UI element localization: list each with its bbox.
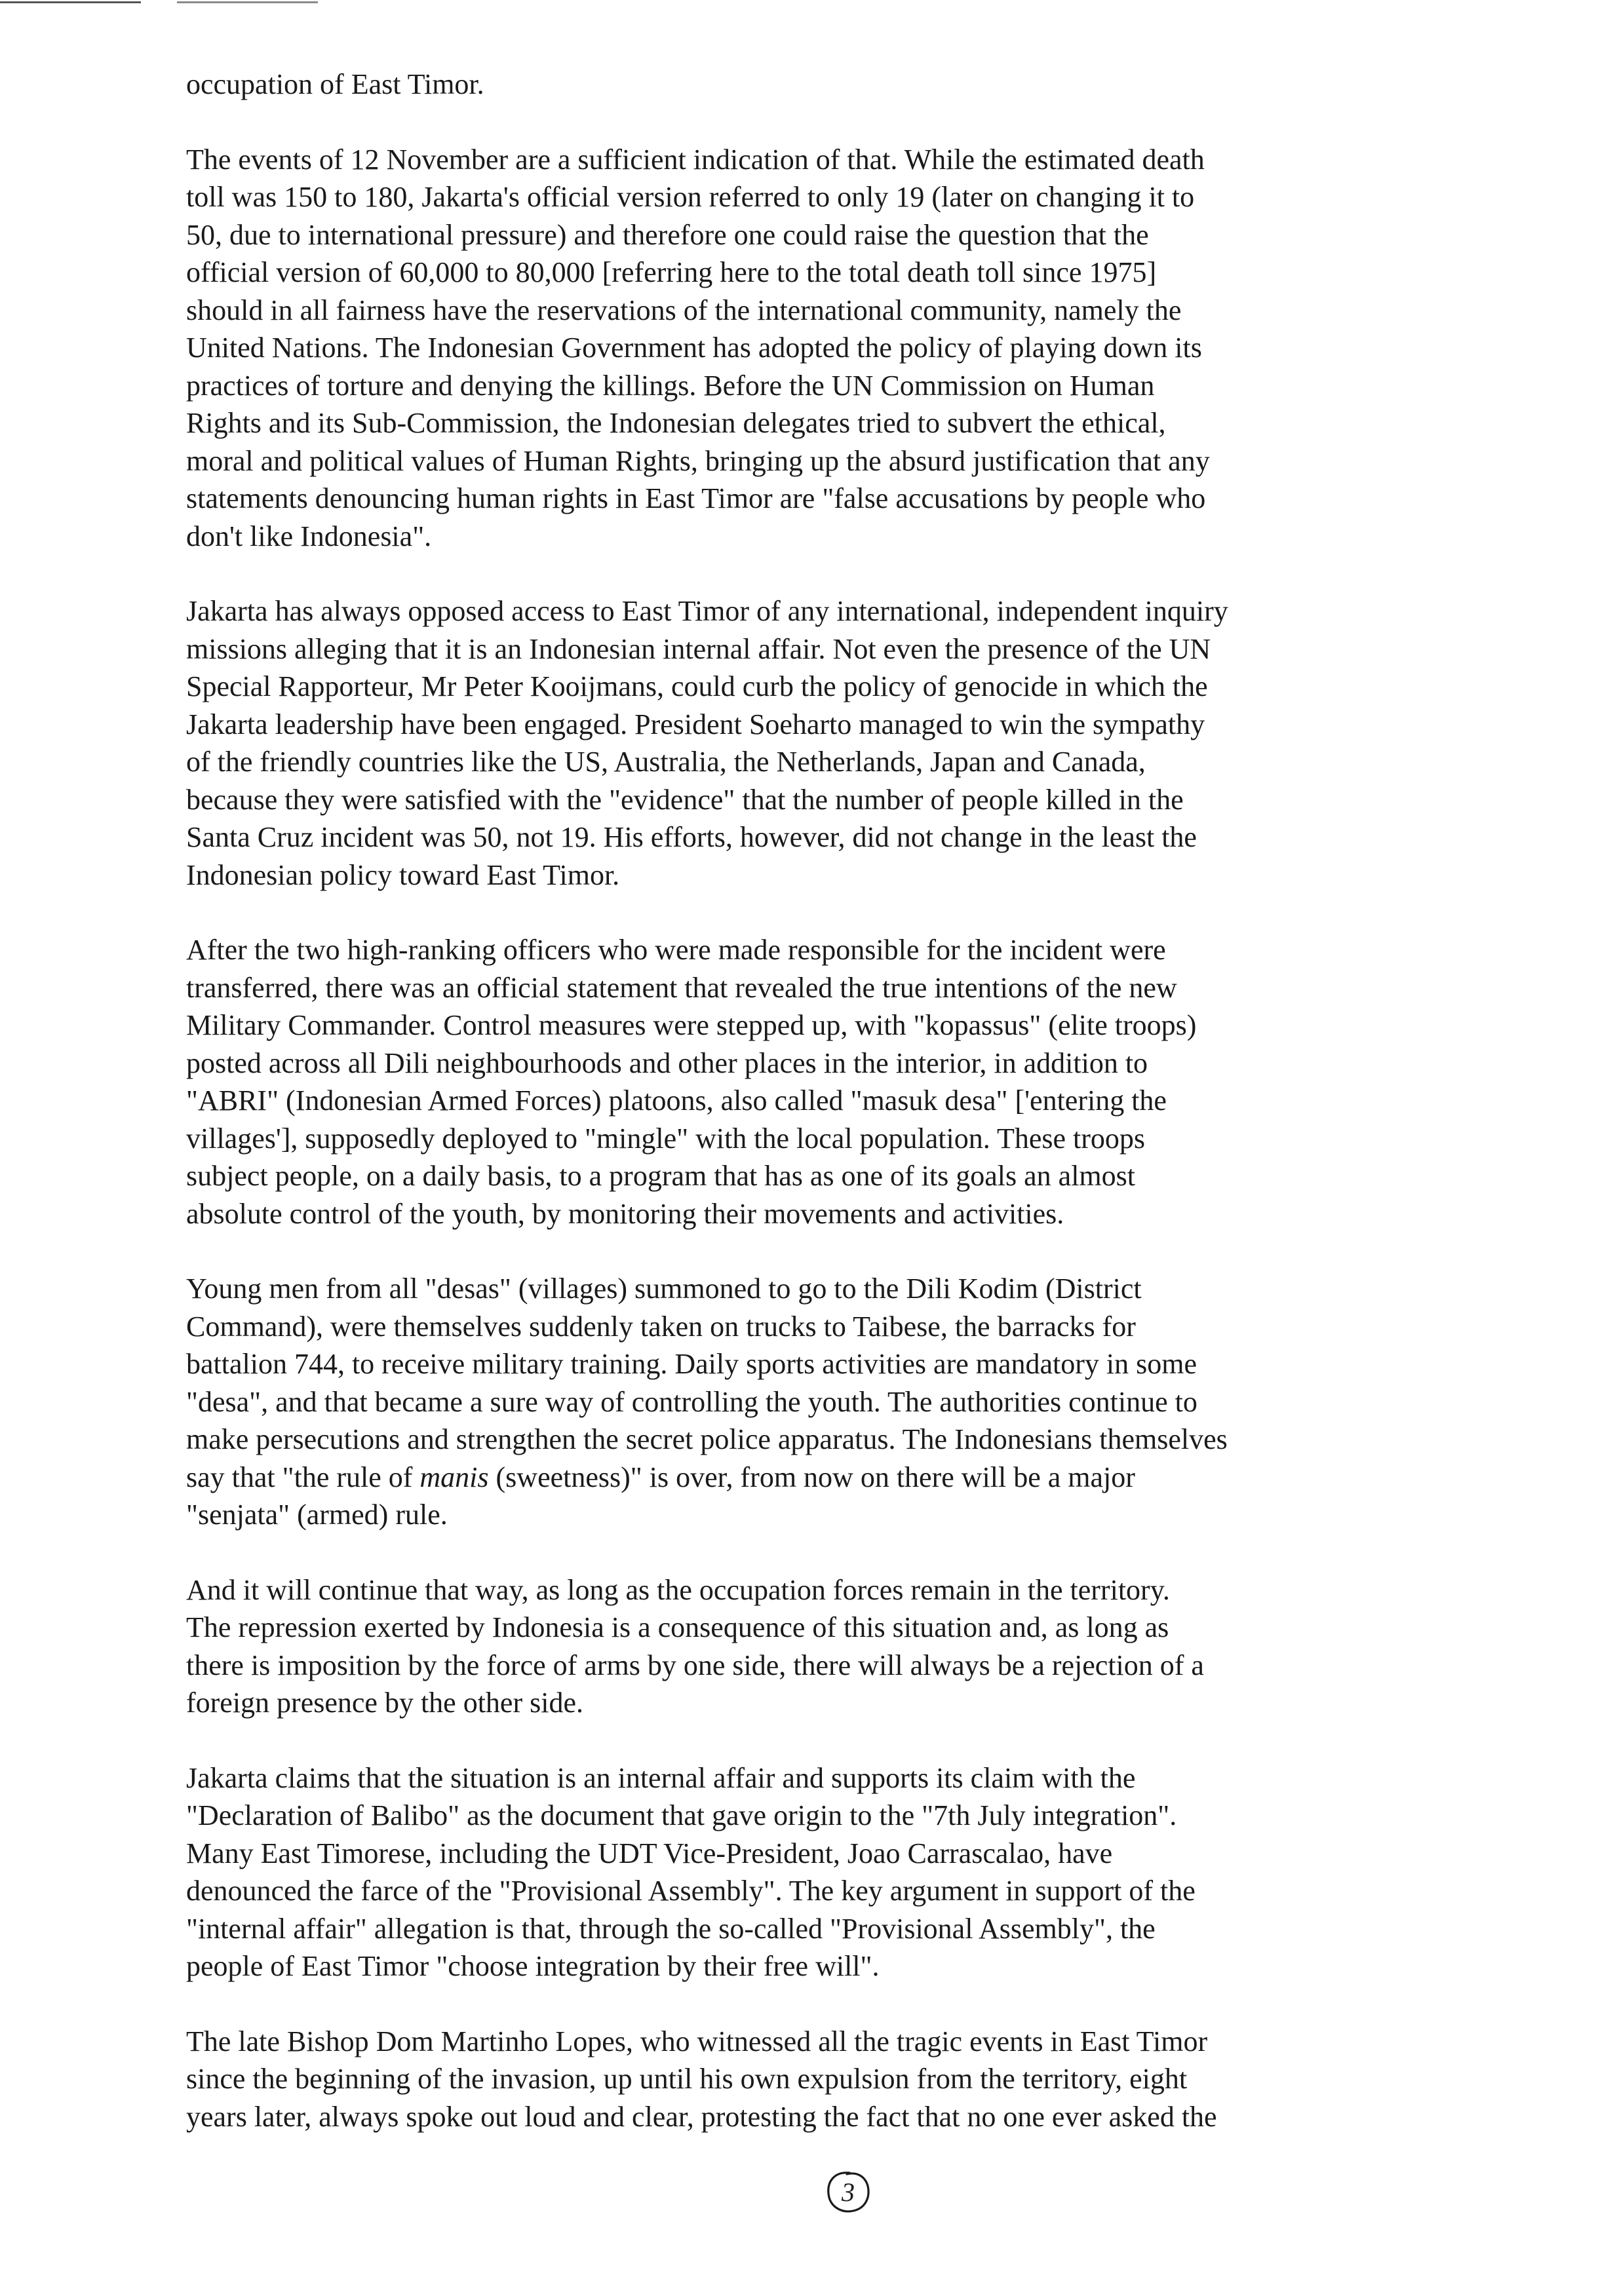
paragraph-5 — [186, 1270, 1471, 1534]
text-line: villages'], supposedly deployed to "mingle" with the local population. These troops — [186, 1122, 1146, 1155]
text-line: official version of 60,000 to 80,000 [referring here to the total death toll since 1975] — [186, 256, 1157, 288]
text-segment: (sweetness)" is over, from now on there will be a major — [488, 1461, 1135, 1493]
italic-word: manis — [419, 1461, 489, 1493]
text-line: After the two high-ranking officers who were made responsible for the incident were — [186, 934, 1166, 966]
text-line: "senjata" (armed) rule. — [186, 1499, 448, 1531]
text-line: 50, due to international pressure) and therefore one could raise the question that the — [186, 218, 1149, 251]
text-line: moral and political values of Human Rights, bringing up the absurd justification that any — [186, 444, 1210, 477]
text-line: "internal affair" allegation is that, through the so-called "Provisional Assembly", the — [186, 1912, 1156, 1945]
text-line: missions alleging that it is an Indonesian internal affair. Not even the presence of the UN — [186, 632, 1211, 665]
paragraph-6 — [186, 1571, 1471, 1722]
text-line-with-italic — [186, 1459, 1471, 1497]
text-line: make persecutions and strengthen the secret police apparatus. The Indonesians themselves — [186, 1423, 1228, 1455]
handwritten-circle-icon — [823, 2169, 873, 2216]
text-line: The repression exerted by Indonesia is a consequence of this situation and, as long as — [186, 1611, 1169, 1643]
text-segment: say that "the rule of — [186, 1461, 420, 1493]
text-line: "desa", and that became a sure way of controlling the youth. The authorities continue to — [186, 1385, 1197, 1418]
text-line: transferred, there was an official statement that revealed the true intentions of the new — [186, 971, 1177, 1004]
text-line: subject people, on a daily basis, to a program that has as one of its goals an almost — [186, 1160, 1136, 1192]
text-line: years later, always spoke out loud and clear, protesting the fact that no one ever asked the — [186, 2100, 1217, 2133]
text-line: occupation of East Timor. — [186, 68, 484, 100]
text-line: because they were satisfied with the "evidence" that the number of people killed in the — [186, 783, 1184, 816]
text-line: Jakarta has always opposed access to East Timor of any international, independent inquiry — [186, 595, 1228, 627]
text-line: foreign presence by the other side. — [186, 1687, 583, 1719]
page-number-label: 3 — [842, 2177, 855, 2207]
document-body — [186, 66, 1471, 2135]
text-line: denounced the farce of the "Provisional Assembly". The key argument in support of the — [186, 1875, 1196, 1907]
text-line: absolute control of the youth, by monitoring their movements and activities. — [186, 1197, 1064, 1230]
text-line: Military Commander. Control measures were stepped up, with "kopassus" (elite troops) — [186, 1009, 1197, 1041]
text-line: statements denouncing human rights in East Timor are "false accusations by people who — [186, 482, 1206, 514]
text-line: The late Bishop Dom Martinho Lopes, who witnessed all the tragic events in East Timor — [186, 2025, 1208, 2057]
text-line: practices of torture and denying the killings. Before the UN Commission on Human — [186, 369, 1155, 402]
scan-edge-mark — [0, 1, 141, 3]
text-line: Jakarta claims that the situation is an internal affair and supports its claim with the — [186, 1761, 1136, 1794]
text-line: And it will continue that way, as long as the occupation forces remain in the territory. — [186, 1573, 1170, 1606]
text-line: people of East Timor "choose integration by their free will". — [186, 1950, 880, 1982]
page-number — [823, 2169, 873, 2216]
text-line: United Nations. The Indonesian Government has adopted the policy of playing down its — [186, 332, 1202, 364]
text-line: "Declaration of Balibo" as the document that gave origin to the "7th July integration". — [186, 1799, 1177, 1831]
text-line: since the beginning of the invasion, up until his own expulsion from the territory, eight — [186, 2063, 1188, 2095]
text-line: Jakarta leadership have been engaged. President Soeharto managed to win the sympathy — [186, 708, 1205, 740]
text-line: Indonesian policy toward East Timor. — [186, 858, 620, 891]
text-line: battalion 744, to receive military training. Daily sports activities are mandatory in some — [186, 1348, 1197, 1380]
text-line: posted across all Dili neighbourhoods and other places in the interior, in addition to — [186, 1046, 1148, 1079]
text-line: toll was 150 to 180, Jakarta's official version referred to only 19 (later on changing it to — [186, 181, 1195, 213]
text-line: Santa Cruz incident was 50, not 19. His efforts, however, did not change in the least the — [186, 821, 1197, 853]
text-line: Young men from all "desas" (villages) summoned to go to the Dili Kodim (District — [186, 1272, 1142, 1305]
text-line: Many East Timorese, including the UDT Vice-President, Joao Carrascalao, have — [186, 1837, 1113, 1869]
text-line: of the friendly countries like the US, Australia, the Netherlands, Japan and Canada, — [186, 746, 1146, 778]
text-line: Rights and its Sub-Commission, the Indonesian delegates tried to subvert the ethical, — [186, 407, 1166, 439]
paragraph-3 — [186, 592, 1471, 894]
text-line: Special Rapporteur, Mr Peter Kooijmans, could curb the policy of genocide in which the — [186, 670, 1208, 702]
paragraph-1 — [186, 66, 1471, 104]
text-line: should in all fairness have the reservations of the international community, namely the — [186, 294, 1182, 326]
text-line: "ABRI" (Indonesian Armed Forces) platoons, also called "masuk desa" ['entering the — [186, 1084, 1167, 1117]
scan-edge-mark — [177, 1, 318, 3]
text-line: The events of 12 November are a sufficient indication of that. While the estimated death — [186, 143, 1205, 176]
paragraph-8 — [186, 2023, 1471, 2136]
text-line: don't like Indonesia". — [186, 520, 432, 552]
paragraph-7 — [186, 1759, 1471, 1985]
text-line: there is imposition by the force of arms by one side, there will always be a rejection of a — [186, 1649, 1204, 1681]
paragraph-4 — [186, 931, 1471, 1233]
text-line: Command), were themselves suddenly taken on trucks to Taibese, the barracks for — [186, 1310, 1136, 1343]
paragraph-2 — [186, 141, 1471, 556]
